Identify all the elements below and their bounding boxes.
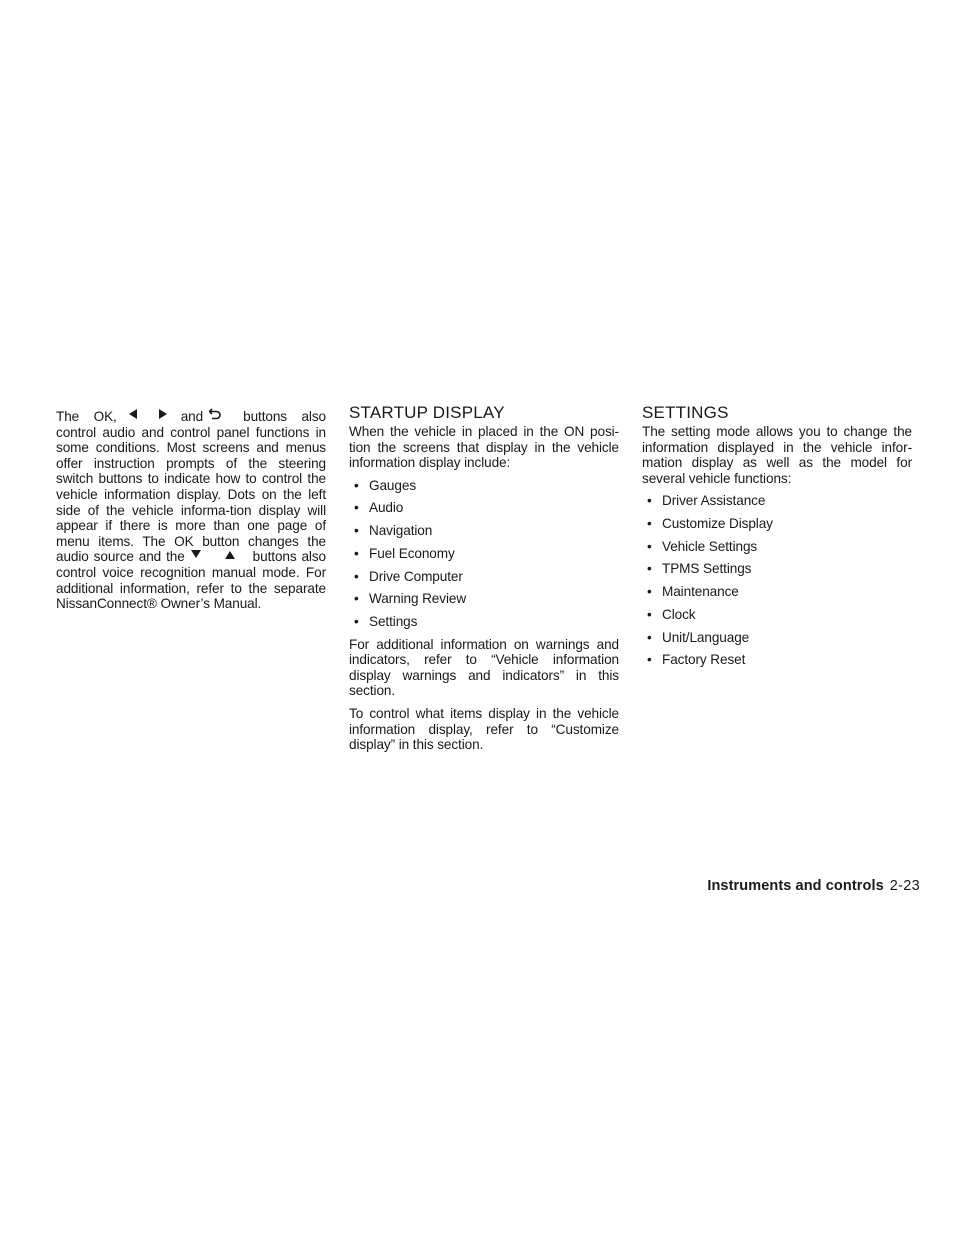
para-the: the: [166, 549, 185, 565]
list-item: [354, 500, 619, 516]
list-item-label: Unit/Language: [662, 629, 750, 645]
bullet-icon: •: [647, 584, 652, 600]
startup-heading: STARTUP DISPLAY: [349, 403, 505, 422]
list-item: [647, 584, 912, 600]
list-item: [647, 652, 912, 668]
bullet-icon: •: [354, 523, 359, 539]
list-item-label: TPMS Settings: [662, 561, 752, 577]
bullet-icon: •: [354, 568, 359, 584]
para-lead: The OK,: [56, 409, 117, 424]
list-item: [647, 561, 912, 577]
list-item-label: Audio: [369, 500, 404, 516]
settings-heading: SETTINGS: [642, 403, 729, 422]
up-arrow-icon: [225, 551, 235, 559]
list-item-label: Maintenance: [662, 584, 739, 600]
column-settings: [642, 403, 912, 675]
list-item-label: Navigation: [369, 523, 433, 539]
page-footer: [700, 877, 920, 895]
settings-intro: The setting mode allows you to change the information displayed in the vehicle infor-mation display as well as the model for several vehicle functions:: [642, 424, 912, 486]
list-item: [354, 614, 619, 630]
list-item: [354, 591, 619, 607]
column-intro: [56, 409, 326, 612]
list-item: [647, 630, 912, 646]
startup-para-customize: To control what items display in the vehicle information display, refer to “Customize display” in this section.: [349, 705, 619, 753]
list-item: [354, 569, 619, 585]
right-arrow-icon: [159, 409, 167, 419]
para-rest-2: buttons also control voice recognition manual mode. For additional information, refer to the separate NissanConnect® Owner’s Manual.: [56, 549, 326, 612]
page-number: 2-23: [889, 878, 920, 894]
list-item: [354, 546, 619, 562]
bullet-icon: •: [647, 493, 652, 509]
list-item-label: Warning Review: [369, 591, 467, 607]
bullet-icon: •: [354, 477, 359, 493]
list-item-label: Clock: [662, 606, 696, 622]
list-item-label: Factory Reset: [662, 652, 746, 668]
left-arrow-icon: [129, 409, 137, 419]
startup-intro: When the vehicle in placed in the ON posi-tion the screens that display in the vehicle information display include:: [349, 424, 619, 471]
para-and: and: [180, 409, 204, 424]
footer-section-title: Instruments and controls: [707, 878, 884, 894]
bullet-icon: •: [354, 500, 359, 516]
list-item-label: Drive Computer: [369, 568, 463, 584]
list-item-label: Customize Display: [662, 516, 773, 532]
list-item: [354, 523, 619, 539]
intro-paragraph: [56, 409, 326, 612]
list-item-label: Gauges: [369, 477, 417, 493]
bullet-icon: •: [647, 538, 652, 554]
bullet-icon: •: [647, 652, 652, 668]
bullet-icon: •: [647, 629, 652, 645]
list-item-label: Fuel Economy: [369, 545, 455, 561]
bullet-icon: •: [354, 613, 359, 629]
startup-para-warnings: For additional information on warnings and indicators, refer to “Vehicle information display warnings and indicators” in this section.: [349, 636, 619, 699]
bullet-icon: •: [354, 545, 359, 561]
list-item: [354, 478, 619, 494]
list-item: [647, 516, 912, 532]
bullet-icon: •: [647, 561, 652, 577]
list-item-label: Driver Assistance: [662, 493, 766, 509]
bullet-icon: •: [647, 516, 652, 532]
settings-list: [642, 493, 912, 667]
down-arrow-icon: [191, 550, 201, 558]
list-item: [647, 539, 912, 555]
list-item: [647, 607, 912, 623]
para-rest-1: buttons also control audio and control panel functions in some conditions. Most screens and menus offer instruction prompts of the steering switch buttons to indicate how to control the vehicle information display. Dots on the left side of the vehicle informa-tion display will appear if there is more than one page of menu items. The OK button changes the audio source and: [56, 409, 327, 565]
column-startup-display: [349, 403, 619, 760]
bullet-icon: •: [647, 606, 652, 622]
list-item-label: Settings: [369, 613, 418, 629]
list-item: [647, 493, 912, 509]
startup-list: [349, 478, 619, 630]
back-icon: [209, 408, 221, 420]
list-item-label: Vehicle Settings: [662, 538, 758, 554]
bullet-icon: •: [354, 591, 359, 607]
